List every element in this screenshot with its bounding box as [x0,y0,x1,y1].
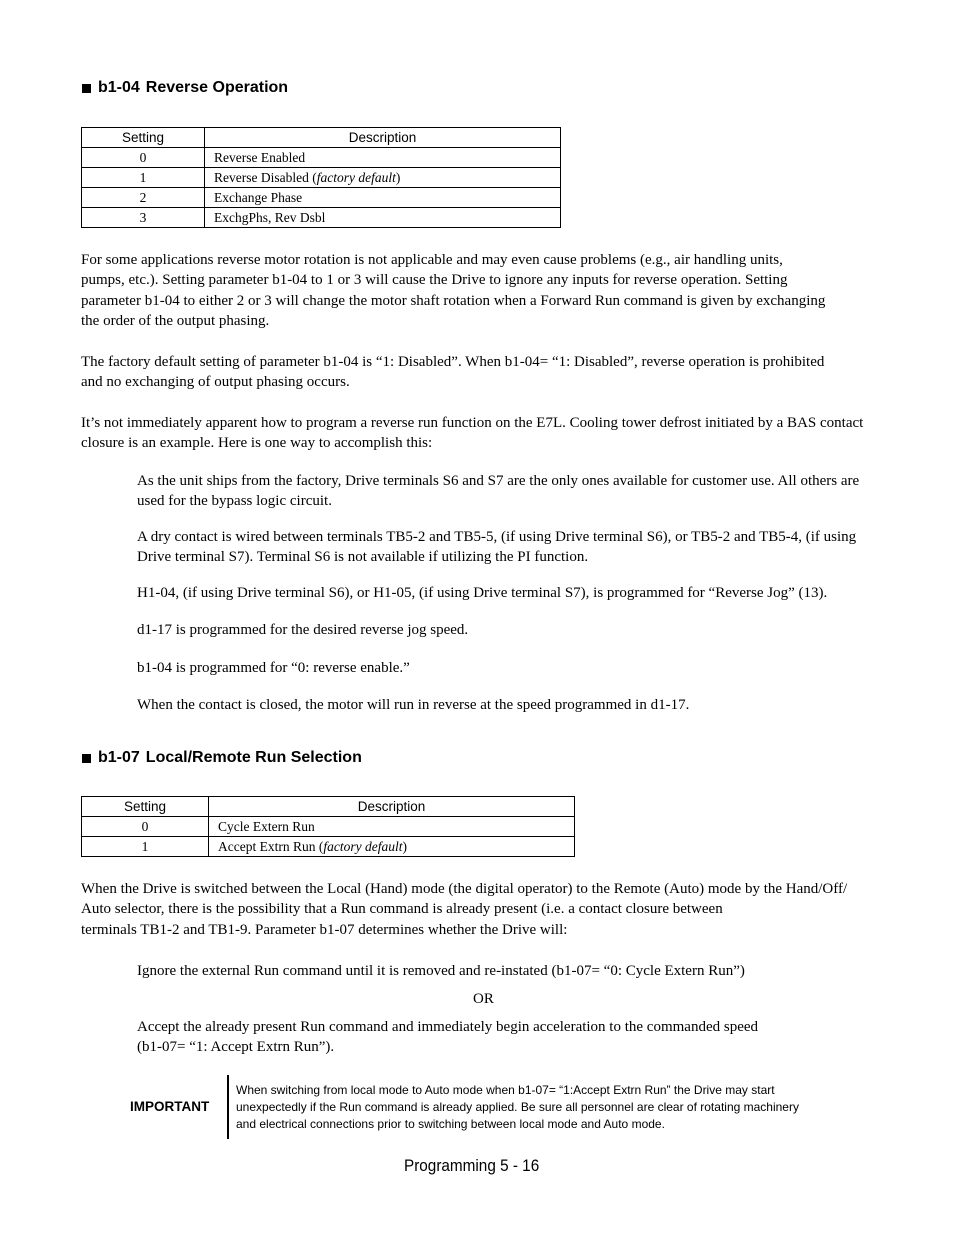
step-b1-04 [137,658,410,678]
header-setting: Setting [82,797,209,817]
square-bullet-icon [82,84,91,93]
text-line: and electrical connections prior to switching between local mode and Auto mode. [236,1117,665,1131]
important-notice-text [236,1082,799,1133]
text-line: used for the bypass logic circuit. [137,493,332,510]
setting-description: Cycle Extern Run [209,817,575,837]
table-row [82,148,561,168]
desc-italic: factory default [316,169,396,185]
header-description: Description [209,797,575,817]
text-line: closure is an example. Here is one way to accomplish this: [81,435,433,452]
heading-code: b1-04 [98,79,140,96]
heading-code: b1-07 [98,749,140,766]
step-d1-17 [137,620,468,640]
table-row [82,188,561,208]
text-line: pumps, etc.). Setting parameter b1-04 to 1 or 3 will cause the Drive to ignore any inputs for reverse operation. Setting [81,272,788,289]
section-heading-b1-04 [82,79,288,97]
option-accept-extrn-run [137,1017,758,1058]
table-header-row [82,128,561,148]
step-h1-programming [137,583,827,603]
table-row [82,817,575,837]
text-line: (b1-07= “1: Accept Extrn Run”). [137,1039,335,1056]
desc-text: Reverse Disabled ( [214,169,317,185]
paragraph-reverse-applications [81,250,825,331]
text-line: d1-17 is programmed for the desired reverse jog speed. [137,622,469,638]
text-line: Auto selector, there is the possibility that a Run command is already present (i.e. a contact closure between [81,901,723,918]
text-line: When the Drive is switched between the Local (Hand) mode (the digital operator) to the Remote (Auto) mode by the Hand/Off/ [81,881,848,897]
paragraph-local-remote [81,879,847,940]
setting-value: 0 [82,817,209,837]
header-setting: Setting [82,128,205,148]
option-cycle-extern-run [137,961,745,981]
paragraph-factory-default [81,352,824,393]
important-divider [227,1075,229,1139]
setting-value: 2 [82,188,205,208]
step-terminals [137,471,859,512]
setting-value: 1 [82,837,209,857]
setting-value: 3 [82,208,205,228]
paragraph-reverse-run-intro [81,413,863,454]
setting-description: ExchgPhs, Rev Dsbl [205,208,561,228]
text-line: terminals TB1-2 and TB1-9. Parameter b1-07 determines whether the Drive will: [81,921,568,938]
text-line: Drive terminal S7). Terminal S6 is not available if utilizing the PI function. [137,549,589,566]
or-separator [473,989,494,1009]
desc-italic: factory default [323,838,403,854]
setting-description [205,168,561,188]
settings-table-b1-04 [81,127,561,228]
setting-value: 1 [82,168,205,188]
text-line: and no exchanging of output phasing occurs. [81,374,350,391]
square-bullet-icon [82,754,91,763]
step-dry-contact [137,527,856,568]
text-line: As the unit ships from the factory, Drive terminals S6 and S7 are the only ones available for customer use. All others are [137,473,860,489]
setting-description: Exchange Phase [205,188,561,208]
important-label: IMPORTANT [130,1099,210,1114]
text-line: When the contact is closed, the motor will run in reverse at the speed programmed in d1-17. [137,697,690,713]
text-line: The factory default setting of parameter b1-04 is “1: Disabled”. When b1-04= “1: Disabled”, reverse operation is prohibited [81,354,825,370]
header-description: Description [205,128,561,148]
text-line: H1-04, (if using Drive terminal S6), or H1-05, (if using Drive terminal S7), is programmed for “Reverse Jog” (13). [137,585,828,601]
table-row [82,168,561,188]
text-line: OR [473,991,494,1007]
text-line: Ignore the external Run command until it is removed and re-instated (b1-07= “0: Cycle Extern Run”) [137,963,745,979]
setting-description [209,837,575,857]
desc-text: ) [402,838,407,854]
setting-description: Reverse Enabled [205,148,561,168]
heading-title: Reverse Operation [145,79,289,96]
text-line: parameter b1-04 to either 2 or 3 will change the motor shaft rotation when a Forward Run command is given by exchanging [81,292,826,309]
desc-text: Accept Extrn Run ( [218,838,324,854]
setting-value: 0 [82,148,205,168]
table-header-row [82,797,575,817]
text-line: Accept the already present Run command and immediately begin acceleration to the commanded speed [137,1019,759,1035]
table-row [82,837,575,857]
text-line: b1-04 is programmed for “0: reverse enable.” [137,660,410,676]
section-heading-b1-07 [82,749,362,767]
text-line: When switching from local mode to Auto mode when b1-07= “1:Accept Extrn Run” the Drive may start [236,1083,775,1097]
text-line: A dry contact is wired between terminals TB5-2 and TB5-5, (if using Drive terminal S6), or TB5-2 and TB5-4, (if using [137,529,857,545]
text-line: For some applications reverse motor rotation is not applicable and may even cause problems (e.g., air handling units, [81,252,783,268]
settings-table-b1-07 [81,796,575,857]
desc-text: ) [395,169,401,185]
text-line: unexpectedly if the Run command is already applied. Be sure all personnel are clear of rotating machinery [236,1100,799,1114]
heading-title: Local/Remote Run Selection [145,749,362,766]
text-line: the order of the output phasing. [81,312,270,329]
text-line: It’s not immediately apparent how to program a reverse run function on the E7L. Cooling tower defrost initiated by a BAS contact [81,415,864,431]
step-contact-closed [137,695,689,715]
table-row [82,208,561,228]
page-footer: Programming 5 - 16 [404,1156,540,1175]
